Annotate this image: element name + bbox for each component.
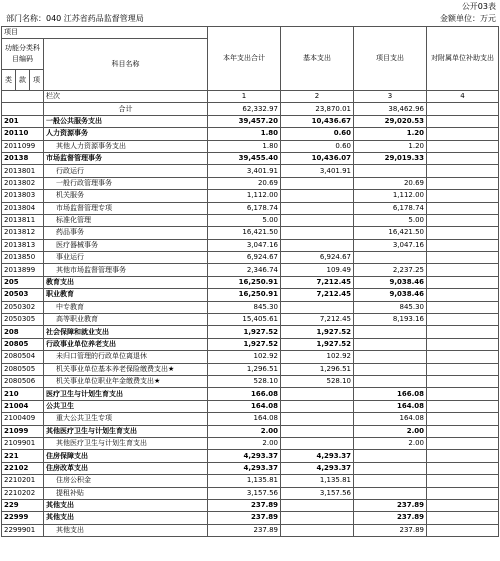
- amount-cell: 3,157.56: [208, 487, 281, 499]
- function-code: 2299901: [2, 524, 44, 536]
- amount-cell: [427, 388, 499, 400]
- amount-cell: 20.69: [354, 177, 427, 189]
- amount-cell: 9,038.46: [354, 276, 427, 288]
- amount-cell: 1,927.52: [281, 338, 354, 350]
- function-code: 229: [2, 499, 44, 511]
- amount-cell: 39,457.20: [208, 115, 281, 127]
- table-row: [2, 524, 499, 536]
- amount-cell: 237.89: [354, 499, 427, 511]
- amount-cell: 2.00: [354, 437, 427, 449]
- table-row: [2, 437, 499, 449]
- amount-cell: 1.80: [208, 128, 281, 140]
- table-row: [2, 475, 499, 487]
- lei-header: 类: [2, 70, 16, 91]
- subject-name: 机关事业单位基本养老保险缴费支出★: [44, 363, 208, 375]
- amount-cell: 1,927.52: [281, 326, 354, 338]
- amount-cell: [427, 462, 499, 474]
- amount-cell: [427, 437, 499, 449]
- amount-cell: [427, 400, 499, 412]
- total-row: [2, 103, 499, 115]
- amount-cell: 1.80: [208, 140, 281, 152]
- total-label: 合计: [44, 103, 208, 115]
- amount-cell: [427, 326, 499, 338]
- subject-name: 其他支出: [44, 499, 208, 511]
- amount-cell: [281, 239, 354, 251]
- amount-cell: 237.89: [208, 499, 281, 511]
- table-row: [2, 326, 499, 338]
- subject-name: 公共卫生: [44, 400, 208, 412]
- function-code: 2013813: [2, 239, 44, 251]
- function-code: 208: [2, 326, 44, 338]
- expenditure-table: [1, 26, 499, 537]
- subject-name: 其他支出: [44, 512, 208, 524]
- amount-cell: [427, 214, 499, 226]
- amount-cell: [427, 301, 499, 313]
- total-value: 38,462.96: [354, 103, 427, 115]
- table-row: [2, 128, 499, 140]
- amount-cell: 0.60: [281, 140, 354, 152]
- amount-cell: [427, 239, 499, 251]
- function-code: 201: [2, 115, 44, 127]
- table-row: [2, 276, 499, 288]
- function-code: 2013802: [2, 177, 44, 189]
- subject-name: 职业教育: [44, 289, 208, 301]
- amount-cell: [354, 165, 427, 177]
- amount-cell: 164.08: [354, 400, 427, 412]
- table-row: [2, 388, 499, 400]
- amount-cell: 9,038.46: [354, 289, 427, 301]
- subject-name: 住房改革支出: [44, 462, 208, 474]
- table-row: [2, 140, 499, 152]
- function-code: 20503: [2, 289, 44, 301]
- table-row: [2, 425, 499, 437]
- amount-cell: [427, 152, 499, 164]
- amount-cell: 528.10: [208, 375, 281, 387]
- amount-cell: [427, 128, 499, 140]
- subject-name: 高等职业教育: [44, 314, 208, 326]
- table-row: [2, 264, 499, 276]
- col-number: 2: [281, 91, 354, 103]
- amount-cell: [427, 165, 499, 177]
- amount-cell: 16,421.50: [208, 227, 281, 239]
- amount-cell: 237.89: [354, 512, 427, 524]
- amount-cell: 2.00: [354, 425, 427, 437]
- amount-cell: 4,293.37: [208, 462, 281, 474]
- amount-cell: [281, 524, 354, 536]
- amount-cell: 164.08: [208, 400, 281, 412]
- amount-cell: 0.60: [281, 128, 354, 140]
- subject-name: 人力资源事务: [44, 128, 208, 140]
- amount-cell: 1,296.51: [281, 363, 354, 375]
- subject-name: 市场监督管理事务: [44, 152, 208, 164]
- amount-cell: 1.20: [354, 128, 427, 140]
- function-code: 22102: [2, 462, 44, 474]
- amount-cell: 5.00: [354, 214, 427, 226]
- amount-cell: 7,212.45: [281, 314, 354, 326]
- amount-cell: [427, 375, 499, 387]
- amount-cell: [427, 202, 499, 214]
- amount-cell: 102.92: [208, 351, 281, 363]
- amount-cell: 6,178.74: [354, 202, 427, 214]
- function-code: 20805: [2, 338, 44, 350]
- form-id: 公开03表: [461, 2, 496, 11]
- amount-cell: [427, 413, 499, 425]
- table-row: [2, 351, 499, 363]
- function-code: 2050302: [2, 301, 44, 313]
- subject-name: 中专教育: [44, 301, 208, 313]
- amount-cell: 6,924.67: [281, 252, 354, 264]
- function-code: 2013850: [2, 252, 44, 264]
- table-row: [2, 499, 499, 511]
- subject-name: 提租补贴: [44, 487, 208, 499]
- amount-cell: 3,047.16: [354, 239, 427, 251]
- amount-cell: 16,250.91: [208, 276, 281, 288]
- amount-cell: 2,237.25: [354, 264, 427, 276]
- amount-cell: [427, 487, 499, 499]
- amount-cell: [281, 400, 354, 412]
- function-code: 2080505: [2, 363, 44, 375]
- amount-cell: 237.89: [208, 524, 281, 536]
- amount-cell: 2.00: [208, 437, 281, 449]
- amount-cell: 1,296.51: [208, 363, 281, 375]
- amount-cell: [354, 351, 427, 363]
- function-code: 2013801: [2, 165, 44, 177]
- amount-cell: [281, 388, 354, 400]
- function-code: 2013812: [2, 227, 44, 239]
- amount-cell: 109.49: [281, 264, 354, 276]
- amount-cell: [281, 425, 354, 437]
- table-row: [2, 252, 499, 264]
- col-basic-header: 基本支出: [281, 27, 354, 91]
- amount-cell: 3,401.91: [281, 165, 354, 177]
- amount-cell: [427, 264, 499, 276]
- amount-cell: 1,135.81: [281, 475, 354, 487]
- table-row: [2, 289, 499, 301]
- table-row: [2, 301, 499, 313]
- amount-cell: 1,135.81: [208, 475, 281, 487]
- amount-cell: [354, 363, 427, 375]
- function-code: 22999: [2, 512, 44, 524]
- function-code: 21099: [2, 425, 44, 437]
- amount-cell: [427, 425, 499, 437]
- amount-cell: 39,455.40: [208, 152, 281, 164]
- subject-name: 一般公共服务支出: [44, 115, 208, 127]
- function-code: 205: [2, 276, 44, 288]
- table-row: [2, 239, 499, 251]
- amount-cell: [354, 462, 427, 474]
- amount-cell: [427, 227, 499, 239]
- amount-cell: [427, 115, 499, 127]
- table-row: [2, 214, 499, 226]
- subject-name: 其他支出: [44, 524, 208, 536]
- table-row: [2, 413, 499, 425]
- amount-cell: 6,924.67: [208, 252, 281, 264]
- subject-name: 重大公共卫生专项: [44, 413, 208, 425]
- amount-cell: [281, 512, 354, 524]
- subject-name: 社会保障和就业支出: [44, 326, 208, 338]
- table-row: [2, 450, 499, 462]
- function-code: 2080506: [2, 375, 44, 387]
- currency-unit: 金额单位：万元: [440, 14, 496, 23]
- function-code: 21004: [2, 400, 44, 412]
- amount-cell: [427, 276, 499, 288]
- function-code: 2100409: [2, 413, 44, 425]
- amount-cell: 164.08: [208, 413, 281, 425]
- col-number: 4: [427, 91, 499, 103]
- function-code: 2080504: [2, 351, 44, 363]
- amount-cell: [281, 202, 354, 214]
- total-value: 23,870.01: [281, 103, 354, 115]
- table-row: [2, 314, 499, 326]
- function-code: 2050305: [2, 314, 44, 326]
- amount-cell: [354, 487, 427, 499]
- amount-cell: [354, 450, 427, 462]
- subject-name: 其他医疗卫生与计划生育支出: [44, 425, 208, 437]
- amount-cell: [427, 363, 499, 375]
- amount-cell: [427, 524, 499, 536]
- func-category-header: 功能分类科目编码: [2, 39, 44, 70]
- xiang-header: 项: [30, 70, 44, 91]
- amount-cell: [281, 437, 354, 449]
- subject-name: 未归口管理的行政单位离退休: [44, 351, 208, 363]
- amount-cell: [427, 177, 499, 189]
- amount-cell: [427, 314, 499, 326]
- amount-cell: 7,212.45: [281, 276, 354, 288]
- table-row: [2, 512, 499, 524]
- amount-cell: [354, 375, 427, 387]
- function-code: 2013804: [2, 202, 44, 214]
- col-number: 3: [354, 91, 427, 103]
- subject-name: 事业运行: [44, 252, 208, 264]
- amount-cell: 8,193.16: [354, 314, 427, 326]
- table-row: [2, 338, 499, 350]
- amount-cell: 16,250.91: [208, 289, 281, 301]
- subject-name: 行政运行: [44, 165, 208, 177]
- subject-name: 机关事业单位职业年金缴费支出★: [44, 375, 208, 387]
- table-row: [2, 375, 499, 387]
- total-value: [427, 103, 499, 115]
- amount-cell: [427, 512, 499, 524]
- department-name: 部门名称：040 江苏省药品监督管理局: [6, 14, 144, 23]
- amount-cell: 29,020.53: [354, 115, 427, 127]
- amount-cell: [427, 499, 499, 511]
- amount-cell: 237.89: [354, 524, 427, 536]
- amount-cell: 29,019.33: [354, 152, 427, 164]
- amount-cell: [354, 326, 427, 338]
- amount-cell: 4,293.37: [281, 462, 354, 474]
- subject-name: 标准化管理: [44, 214, 208, 226]
- amount-cell: 15,405.61: [208, 314, 281, 326]
- function-code: 210: [2, 388, 44, 400]
- header-row-1: [2, 27, 499, 39]
- amount-cell: 845.30: [354, 301, 427, 313]
- amount-cell: [281, 301, 354, 313]
- table-row: [2, 462, 499, 474]
- function-code: 2109901: [2, 437, 44, 449]
- subject-name: 住房公积金: [44, 475, 208, 487]
- amount-cell: 3,047.16: [208, 239, 281, 251]
- amount-cell: [427, 252, 499, 264]
- col-total-header: 本年支出合计: [208, 27, 281, 91]
- amount-cell: 3,401.91: [208, 165, 281, 177]
- amount-cell: 1,112.00: [354, 190, 427, 202]
- total-value: 62,332.97: [208, 103, 281, 115]
- amount-cell: [281, 413, 354, 425]
- amount-cell: 1,927.52: [208, 326, 281, 338]
- project-header: 项目: [2, 27, 208, 39]
- subject-name: 医疗卫生与计划生育支出: [44, 388, 208, 400]
- amount-cell: 4,293.37: [281, 450, 354, 462]
- amount-cell: 4,293.37: [208, 450, 281, 462]
- function-code: 2210202: [2, 487, 44, 499]
- col-transfer-header: 对附属单位补助支出: [427, 27, 499, 91]
- amount-cell: [427, 140, 499, 152]
- amount-cell: 10,436.07: [281, 152, 354, 164]
- amount-cell: 102.92: [281, 351, 354, 363]
- amount-cell: [427, 289, 499, 301]
- subject-name: 行政事业单位养老支出: [44, 338, 208, 350]
- amount-cell: [427, 475, 499, 487]
- amount-cell: [427, 190, 499, 202]
- table-row: [2, 202, 499, 214]
- amount-cell: [281, 190, 354, 202]
- function-code: 2011099: [2, 140, 44, 152]
- kuan-header: 款: [16, 70, 30, 91]
- amount-cell: 6,178.74: [208, 202, 281, 214]
- table-row: [2, 487, 499, 499]
- subject-name: 住房保障支出: [44, 450, 208, 462]
- table-row: [2, 190, 499, 202]
- amount-cell: 2,346.74: [208, 264, 281, 276]
- subject-name-header: 科目名称: [44, 39, 208, 91]
- function-code: 221: [2, 450, 44, 462]
- column-number-row: [2, 91, 499, 103]
- lanci-label: 栏次: [44, 91, 208, 103]
- amount-cell: [354, 475, 427, 487]
- amount-cell: [354, 338, 427, 350]
- amount-cell: [281, 499, 354, 511]
- amount-cell: 16,421.50: [354, 227, 427, 239]
- subject-name: 药品事务: [44, 227, 208, 239]
- subject-name: 机关服务: [44, 190, 208, 202]
- subject-name: 教育支出: [44, 276, 208, 288]
- col-number: 1: [208, 91, 281, 103]
- function-code: 20138: [2, 152, 44, 164]
- function-code: 20110: [2, 128, 44, 140]
- table-row: [2, 165, 499, 177]
- amount-cell: [354, 252, 427, 264]
- amount-cell: 1,927.52: [208, 338, 281, 350]
- function-code: 2013803: [2, 190, 44, 202]
- amount-cell: [281, 214, 354, 226]
- amount-cell: 1.20: [354, 140, 427, 152]
- subject-name: 医疗器械事务: [44, 239, 208, 251]
- function-code: 2013811: [2, 214, 44, 226]
- amount-cell: 10,436.67: [281, 115, 354, 127]
- table-row: [2, 177, 499, 189]
- subject-name: 其他医疗卫生与计划生育支出: [44, 437, 208, 449]
- amount-cell: 1,112.00: [208, 190, 281, 202]
- table-body: [2, 27, 499, 537]
- table-row: [2, 363, 499, 375]
- amount-cell: 7,212.45: [281, 289, 354, 301]
- amount-cell: [427, 338, 499, 350]
- amount-cell: 5.00: [208, 214, 281, 226]
- amount-cell: 166.08: [208, 388, 281, 400]
- amount-cell: 164.08: [354, 413, 427, 425]
- function-code: 2210201: [2, 475, 44, 487]
- amount-cell: [427, 450, 499, 462]
- amount-cell: 845.30: [208, 301, 281, 313]
- amount-cell: [281, 177, 354, 189]
- amount-cell: 528.10: [281, 375, 354, 387]
- amount-cell: 3,157.56: [281, 487, 354, 499]
- table-row: [2, 115, 499, 127]
- amount-cell: 20.69: [208, 177, 281, 189]
- subject-name: 其他人力资源事务支出: [44, 140, 208, 152]
- subject-name: 一般行政管理事务: [44, 177, 208, 189]
- amount-cell: [427, 351, 499, 363]
- table-row: [2, 400, 499, 412]
- amount-cell: 237.89: [208, 512, 281, 524]
- table-row: [2, 152, 499, 164]
- col-project-header: 项目支出: [354, 27, 427, 91]
- amount-cell: 166.08: [354, 388, 427, 400]
- table-row: [2, 227, 499, 239]
- amount-cell: [281, 227, 354, 239]
- amount-cell: 2.00: [208, 425, 281, 437]
- subject-name: 市场监督管理专项: [44, 202, 208, 214]
- subject-name: 其他市场监督管理事务: [44, 264, 208, 276]
- function-code: 2013899: [2, 264, 44, 276]
